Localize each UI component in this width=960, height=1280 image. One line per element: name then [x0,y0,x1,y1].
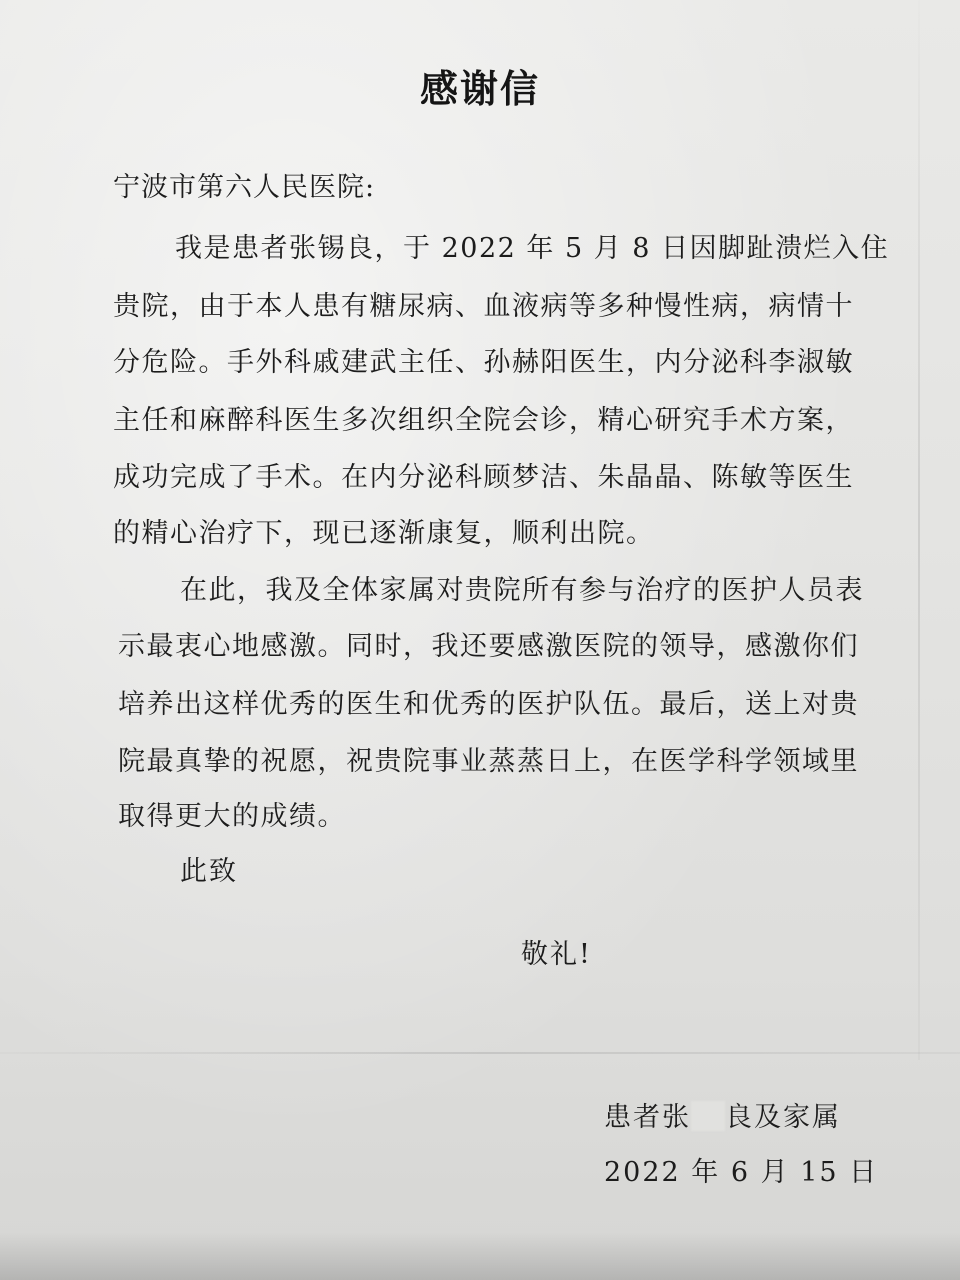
paragraph-line: 我是患者张锡良，于 2022 年 5 月 8 日因脚趾溃烂入住 [175,233,890,264]
signature-suffix: 良及家属 [725,1102,841,1133]
paragraph-line: 取得更大的成绩。 [118,801,346,832]
paragraph-line: 成功完成了手术。在内分泌科顾梦洁、朱晶晶、陈敏等医生 [113,462,854,493]
paragraph-line: 在此，我及全体家属对贵院所有参与治疗的医护人员表 [180,575,864,606]
closing-cizhi: 此致 [180,856,238,887]
signature-date: 2022 年 6 月 15 日 [604,1157,879,1188]
paragraph-line: 的精心治疗下，现已逐渐康复，顺利出院。 [113,518,655,549]
paragraph-line: 院最真挚的祝愿，祝贵院事业蒸蒸日上，在医学科学领域里 [118,746,859,777]
paragraph-line: 培养出这样优秀的医生和优秀的医护队伍。最后，送上对贵 [118,689,859,720]
salutation: 宁波市第六人民医院: [113,172,376,203]
paragraph-line: 分危险。手外科戚建武主任、孙赫阳医生，内分泌科李淑敏 [113,347,854,378]
paragraph-line: 示最衷心地感激。同时，我还要感激医院的领导，感激你们 [118,631,859,662]
closing-jingli: 敬礼! [521,939,592,970]
paper-edge-shadow [0,1232,960,1280]
fold-crease-vertical [918,0,920,1060]
fold-crease-horizontal [0,1052,960,1054]
paragraph-line: 贵院，由于本人患有糖尿病、血液病等多种慢性病，病情十 [113,291,854,322]
paragraph-line: 主任和麻醉科医生多次组织全院会诊，精心研究手术方案， [113,405,854,436]
signature [604,1095,841,1134]
letter-title: 感谢信 [419,66,540,111]
signature-prefix: 患者张 [604,1102,691,1133]
redaction-blur [691,1101,725,1131]
